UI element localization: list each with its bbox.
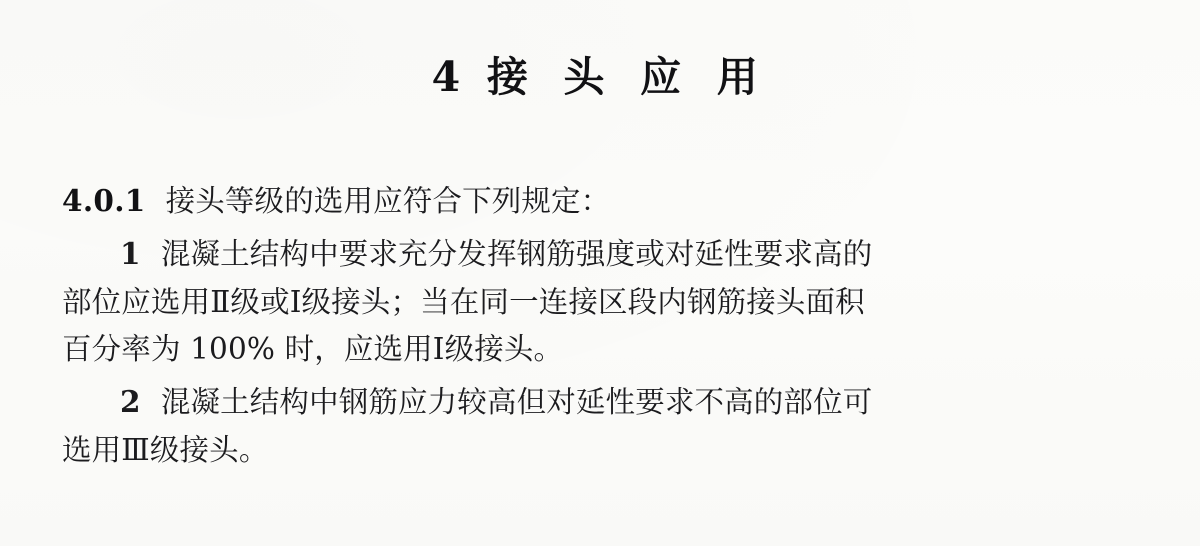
list-item-line-1: 混凝土结构中钢筋应力较高但对延性要求不高的部位可 [160,385,873,420]
list-item-line-3: 百分率为 100% 时，应选用Ⅰ级接头。 [62,332,564,367]
list-item [62,230,1138,279]
chapter-title-text: 接 头 应 用 [486,53,769,101]
body-content [62,177,1138,475]
list-item-line-1: 混凝土结构中要求充分发挥钢筋强度或对延性要求高的 [160,236,873,271]
clause-4-0-1 [62,177,1138,226]
list-item-continuation [62,326,1138,374]
list-item-line-2: 部位应选用Ⅱ级或Ⅰ级接头；当在同一连接区段内钢筋接头面积 [62,284,865,319]
list-item-continuation [62,427,1138,475]
list-item-number: 2 [120,384,141,420]
clause-text: 接头等级的选用应符合下列规定： [165,184,611,218]
page-title [62,0,1138,103]
chapter-number: 4 [431,53,461,101]
list-item-continuation [62,279,1138,327]
list-item-number: 1 [120,235,141,271]
list-item-line-2: 选用Ⅲ级接头。 [62,432,269,467]
clause-number: 4.0.1 [62,183,146,218]
list-item [62,378,1138,427]
